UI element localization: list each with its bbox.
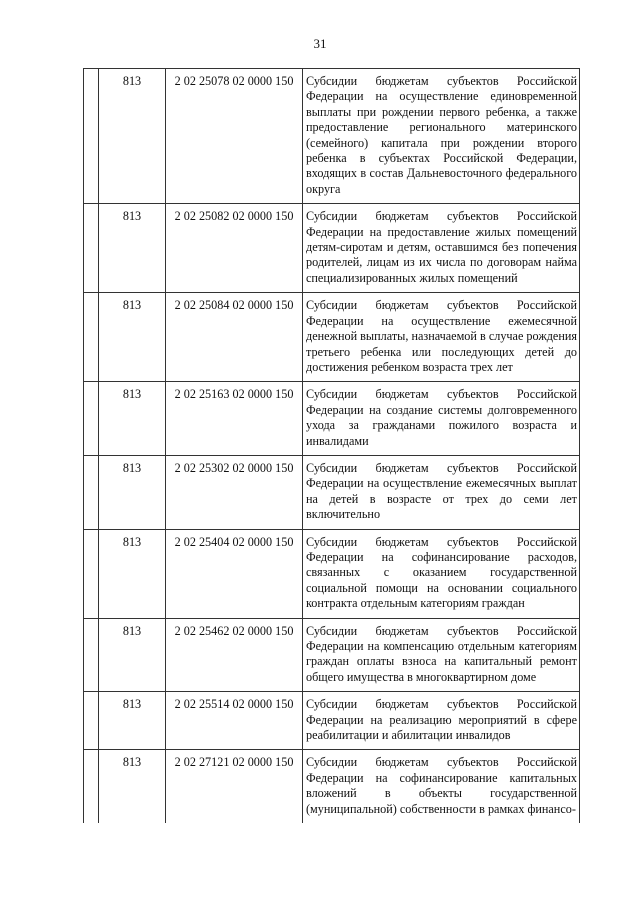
revenue-description-cell: Субсидии бюджетам субъектов Российской Федерации на осуществление единовременной выплаты при рождении первого ребенка, а также предоставление регионального материнского (семейного) капитала при рождении второго ребенка в субъектах Российской Федерации, входящих в состав Дальневосточного федерального округа bbox=[303, 69, 580, 204]
blank-cell bbox=[84, 293, 99, 382]
revenue-description-cell: Субсидии бюджетам субъектов Российской Федерации на создание системы долговременного ухода за гражданами пожилого возраста и инвалидами bbox=[303, 382, 580, 456]
budget-classification-code-cell: 2 02 25462 02 0000 150 bbox=[166, 618, 303, 692]
table-row bbox=[84, 69, 580, 204]
revenue-description-cell: Субсидии бюджетам субъектов Российской Федерации на компенсацию отдельным категориям граждан оплаты взноса на капитальный ремонт общего имущества в многоквартирном доме bbox=[303, 618, 580, 692]
blank-cell bbox=[84, 618, 99, 692]
blank-cell bbox=[84, 750, 99, 823]
revenue-description-cell: Субсидии бюджетам субъектов Российской Федерации на реализацию мероприятий в сфере реабилитации и абилитации инвалидов bbox=[303, 692, 580, 750]
blank-cell bbox=[84, 692, 99, 750]
table-row bbox=[84, 382, 580, 456]
blank-cell bbox=[84, 69, 99, 204]
budget-classification-code-cell: 2 02 25514 02 0000 150 bbox=[166, 692, 303, 750]
table-row bbox=[84, 529, 580, 618]
revenue-description-cell: Субсидии бюджетам субъектов Российской Федерации на софинансирование капитальных вложений в объекты государственной (муниципальной) собственности в рамках финансо- bbox=[303, 750, 580, 823]
table-row bbox=[84, 618, 580, 692]
admin-code-cell: 813 bbox=[99, 618, 166, 692]
budget-classification-code-cell: 2 02 25084 02 0000 150 bbox=[166, 293, 303, 382]
admin-code-cell: 813 bbox=[99, 382, 166, 456]
admin-code-cell: 813 bbox=[99, 692, 166, 750]
table-row bbox=[84, 692, 580, 750]
blank-cell bbox=[84, 204, 99, 293]
admin-code-cell: 813 bbox=[99, 529, 166, 618]
table-row bbox=[84, 750, 580, 823]
budget-classification-code-cell: 2 02 27121 02 0000 150 bbox=[166, 750, 303, 823]
budget-classification-code-cell: 2 02 25078 02 0000 150 bbox=[166, 69, 303, 204]
budget-classification-code-cell: 2 02 25302 02 0000 150 bbox=[166, 455, 303, 529]
table-row bbox=[84, 293, 580, 382]
admin-code-cell: 813 bbox=[99, 293, 166, 382]
admin-code-cell: 813 bbox=[99, 69, 166, 204]
table-row bbox=[84, 455, 580, 529]
table-body bbox=[84, 69, 580, 824]
budget-classification-code-cell: 2 02 25404 02 0000 150 bbox=[166, 529, 303, 618]
admin-code-cell: 813 bbox=[99, 455, 166, 529]
blank-cell bbox=[84, 455, 99, 529]
page-number: 31 bbox=[313, 36, 327, 51]
admin-code-cell: 813 bbox=[99, 204, 166, 293]
revenue-description-cell: Субсидии бюджетам субъектов Российской Федерации на предоставление жилых помещений детям-сиротам и детям, оставшимся без попечения родителей, лицам из их числа по договорам найма специализированных жилых помещений bbox=[303, 204, 580, 293]
revenue-description-cell: Субсидии бюджетам субъектов Российской Федерации на осуществление ежемесячных выплат на детей в возрасте от трех до семи лет включительно bbox=[303, 455, 580, 529]
budget-classification-code-cell: 2 02 25082 02 0000 150 bbox=[166, 204, 303, 293]
admin-code-cell: 813 bbox=[99, 750, 166, 823]
revenue-description-cell: Субсидии бюджетам субъектов Российской Федерации на софинансирование расходов, связанных с оказанием государственной социальной помощи на основании социального контракта отдельным категориям граждан bbox=[303, 529, 580, 618]
table-row bbox=[84, 204, 580, 293]
budget-classification-code-cell: 2 02 25163 02 0000 150 bbox=[166, 382, 303, 456]
budget-revenue-table bbox=[83, 68, 580, 823]
revenue-description-cell: Субсидии бюджетам субъектов Российской Федерации на осуществление ежемесячной денежной выплаты, назначаемой в случае рождения третьего ребенка или последующих детей до достижения ребенком возраста трех лет bbox=[303, 293, 580, 382]
blank-cell bbox=[84, 382, 99, 456]
blank-cell bbox=[84, 529, 99, 618]
